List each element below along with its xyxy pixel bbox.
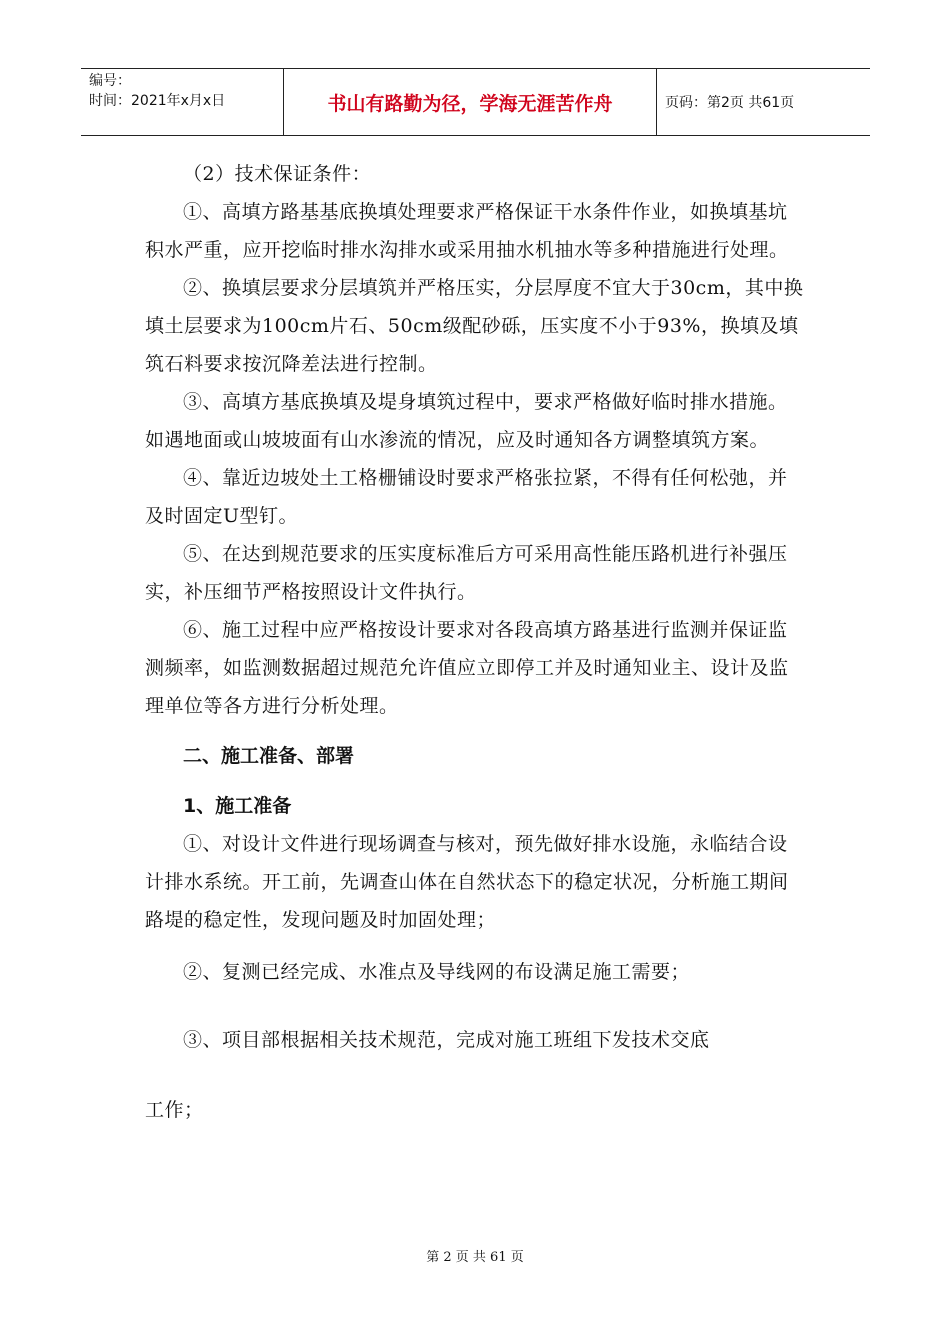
paragraph-item-1: ①、高填方路基基底换填处理要求严格保证干水条件作业，如换填基坑积水严重，应开挖临时排水沟排水或采用抽水机抽水等多种措施进行处理。 xyxy=(145,201,789,261)
header-table xyxy=(81,68,870,136)
document-body xyxy=(145,155,805,1129)
prep-item-2: ②、复测已经完成、水准点及导线网的布设满足施工需要； xyxy=(183,961,691,983)
subtitle: （2）技术保证条件： xyxy=(183,163,372,185)
document-date-label: 时间：2021年x月x日 xyxy=(89,93,226,109)
section-heading: 二、施工准备、部署 xyxy=(183,745,355,767)
header-motto: 书山有路勤为径，学海无涯苦作舟 xyxy=(283,69,657,135)
prep-item-3: ③、项目部根据相关技术规范，完成对施工班组下发技术交底 xyxy=(183,1029,710,1051)
paragraph-item-6: ⑥、施工过程中应严格按设计要求对各段高填方路基进行监测并保证监测频率，如监测数据超过规范允许值应立即停工并及时通知业主、设计及监理单位等各方进行分析处理。 xyxy=(145,619,789,717)
paragraph-item-3: ③、高填方基底换填及堤身填筑过程中，要求严格做好临时排水措施。如遇地面或山坡坡面有山水渗流的情况，应及时通知各方调整填筑方案。 xyxy=(145,391,788,451)
document-number-label: 编号： xyxy=(89,73,131,89)
paragraph-item-2: ②、换填层要求分层填筑并严格压实，分层厚度不宜大于30cm，其中换填土层要求为100cm片石、50cm级配砂砾，压实度不小于93%，换填及填筑石料要求按沉降差法进行控制。 xyxy=(145,277,804,375)
header-left-cell xyxy=(81,69,283,135)
paragraph-item-5: ⑤、在达到规范要求的压实度标准后方可采用高性能压路机进行补强压实，补压细节严格按照设计文件执行。 xyxy=(145,543,788,603)
sub-heading: 1、施工准备 xyxy=(183,795,292,817)
prep-item-1: ①、对设计文件进行现场调查与核对，预先做好排水设施，永临结合设计排水系统。开工前，先调查山体在自然状态下的稳定状况，分析施工期间路堤的稳定性，发现问题及时加固处理； xyxy=(145,833,789,931)
paragraph-item-4: ④、靠近边坡处土工格栅铺设时要求严格张拉紧，不得有任何松弛，并及时固定U型钉。 xyxy=(145,467,788,527)
paragraph-tail: 工作； xyxy=(145,1099,204,1121)
header-page-info: 页码：第2页 共61页 xyxy=(665,95,795,111)
page-footer: 第 2 页 共 61 页 xyxy=(426,1250,524,1265)
